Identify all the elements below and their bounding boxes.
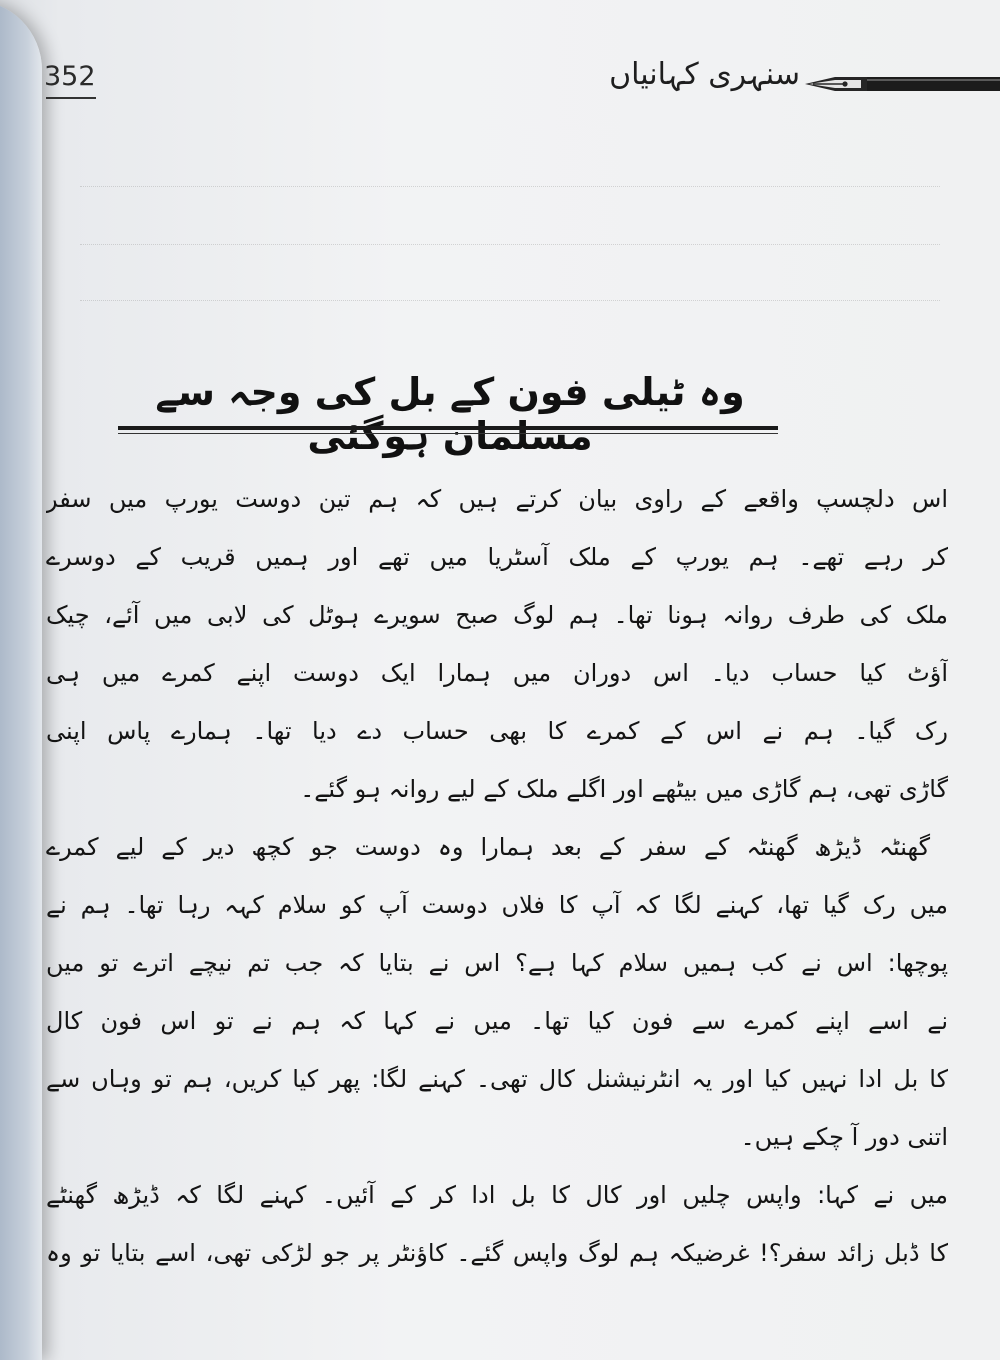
text-line: میں نے کہا: واپس چلیں اور کال کا بل ادا کر کے آئیں۔ کہنے لگا کہ ڈیڑھ گھنٹے	[46, 1181, 948, 1209]
text-line: کا بل ادا نہیں کیا اور یہ انٹرنیشنل کال تھی۔ کہنے لگا: پھر کیا کریں، ہم تو وہاں سے	[46, 1065, 948, 1093]
title-rule-thick	[118, 426, 778, 430]
text-line: اس دلچسپ واقعے کے راوی بیان کرتے ہیں کہ ہم تین دوست یورپ میں سفر	[46, 485, 948, 513]
bleed-through-line	[80, 300, 940, 302]
text-line: گھنٹہ ڈیڑھ گھنٹہ کے سفر کے بعد ہمارا وہ دوست جو کچھ دیر کے لیے کمرے	[46, 833, 930, 861]
text-line: پوچھا: اس نے کب ہمیں سلام کہا ہے؟ اس نے بتایا کہ جب تم نیچے اترے تو میں	[46, 949, 948, 977]
page-number-underline	[46, 97, 96, 99]
bleed-through-line	[80, 244, 940, 246]
text-line: آؤٹ کیا حساب دیا۔ اس دوران میں ہمارا ایک دوست اپنے کمرے میں ہی	[46, 659, 948, 687]
text-line: نے اسے اپنے کمرے سے فون کیا تھا۔ میں نے کہا کہ ہم نے تو اس فون کال	[46, 1007, 948, 1035]
running-title: سنہری کہانیاں	[609, 57, 800, 92]
book-binding-shadow	[0, 0, 42, 1360]
text-line: اتنی دور آ چکے ہیں۔	[740, 1123, 948, 1151]
page-number: 352	[44, 61, 96, 92]
text-line: کر رہے تھے۔ ہم یورپ کے ملک آسٹریا میں تھے اور ہمیں قریب کے دوسرے	[46, 543, 948, 571]
text-line: کا ڈبل زائد سفر؟! غرضیکہ ہم لوگ واپس گئے۔ کاؤنٹر پر جو لڑکی تھی، اسے بتایا تو وہ	[46, 1239, 948, 1267]
body-text	[46, 470, 948, 1282]
chapter-title: وہ ٹیلی فون کے بل کی وجہ سے مسلمان ہوگئی	[155, 370, 745, 459]
text-line: ملک کی طرف روانہ ہونا تھا۔ ہم لوگ صبح سویرے ہوٹل کی لابی میں آئے، چیک	[46, 601, 948, 629]
text-line: رک گیا۔ ہم نے اس کے کمرے کا بھی حساب دے دیا تھا۔ ہمارے پاس اپنی	[46, 717, 948, 745]
text-line: گاڑی تھی، ہم گاڑی میں بیٹھے اور اگلے ملک کے لیے روانہ ہو گئے۔	[300, 775, 948, 803]
pen-nib-icon	[805, 71, 1000, 97]
title-rule-thin	[118, 433, 778, 434]
bleed-through-line	[80, 186, 940, 188]
page-header	[40, 55, 960, 115]
text-line: میں رک گیا تھا، کہنے لگا کہ آپ کا فلاں دوست آپ کو سلام کہہ رہا تھا۔ ہم نے	[46, 891, 948, 919]
